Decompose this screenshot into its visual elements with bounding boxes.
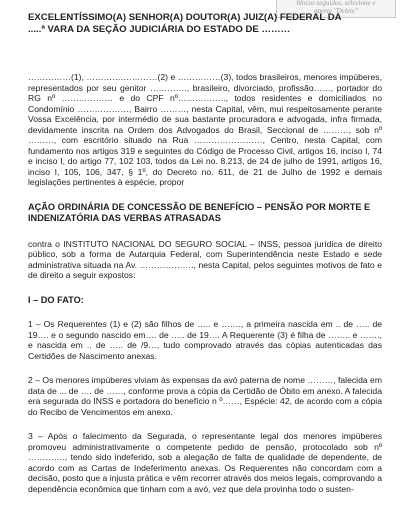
fact-2-paragraph: 2 – Os menores impúberes viviam às expensas da avó paterna de nome ………, falecida em data de ... de …. de ……, conforme prova a cópia da Certidão de Óbito em anexo. A falecida era segurada do INSS e portadora do benefício n º……, Espécie: 42, de acordo com a cópia do Recibo de Vencimentos em anexo. [28, 375, 382, 417]
note-line-2: aperte "Delete" [314, 7, 358, 15]
action-title: AÇÃO ORDINÁRIA DE CONCESSÃO DE BENEFÍCIO – PENSÃO POR MORTE E INDENIZATÓRIA DAS VERBAS ATRASADAS [28, 201, 371, 223]
legal-document [28, 0, 382, 508]
qualification-paragraph: ……………(1), ………….…………(2) e ……………(3), todos brasileiros, menores impúberes, representados por seu genitor …………., brasileiro, divorciado, profissão……, portador do RG nº ……………… e do CPF nº…………….., todos residentes e domiciliados no Condomínio ………………, Bairro ………, nesta Capital, vêm, mui respeitosamente perante Vossa Excelência, por intermédio de sua bastante procuradora e advogada, infra firmada, devidamente inscrita na Ordem dos Advogados do Brasil, Seccional de ………, sob nº ………, com escritório situado na Rua ……………………, Centro, nesta Capital, com fundamento nos artigos 319 e seguintes do Código de Processo Civil, artigos 16, inciso I, 74 e inciso I, do artigo 77, 102 103, todos da Lei no. 8.213, de 24 de julho de 1991, artigos 16, inciso I, 105, 106, 347, § 1º, do Decreto no. 611, de 21 de Julho de 1992 e demais legislações pertinentes à espécie, propor [28, 72, 382, 187]
fact-3-paragraph: 3 – Após o falecimento da Segurada, o representante legal dos menores impúberes promoveu administrativamente o competente pedido de pensão, protocolado sob nº …………., tendo sido indeferido, sob a alegação de falta de qualidade de dependente, de acordo com as Cartas de Indeferimento anexas. Os Requerentes não concordam com a decisão, posto que a injusta prática e vêm recorrer através dos meios legais, comprovando a dependência econômica que tinham com a avó, vez que dela provinha todo o susten- [28, 431, 382, 494]
fact-1-paragraph: 1 – Os Requerentes (1) e (2) são filhos de ….. e ……., a primeira nascida em .. de ….. de 19…. e o segundo nascido em…. de ….. de 19…. A Requerente (3) é filha de …….. e ……., e nascida em .. de ….. de /9…, tudo comprovado através das cópias autenticadas das Certidões de Nascimento anexas. [28, 319, 382, 361]
facts-heading: I – DO FATO: [28, 294, 84, 305]
defendant-paragraph: contra o INSTITUTO NACIONAL DO SEGURO SOCIAL – INSS, pessoa jurídica de direito público, sob a forma de Autarquia Federal, com Superintendência neste Estado e sede administrativa situada na Av. ………………., nesta Capital, pelos seguintes motivos de fato e de direito a seguir expostos: [28, 238, 382, 280]
note-line-1: blocos seguidos, selecione e [296, 0, 376, 7]
document-title: EXCELENTÍSSIMO(A) SENHOR(A) DOUTOR(A) JUIZ(A) FEDERAL DA .....ª VARA DA SEÇÃO JUDICIÁRIA DO ESTADO DE ……… [28, 12, 342, 35]
